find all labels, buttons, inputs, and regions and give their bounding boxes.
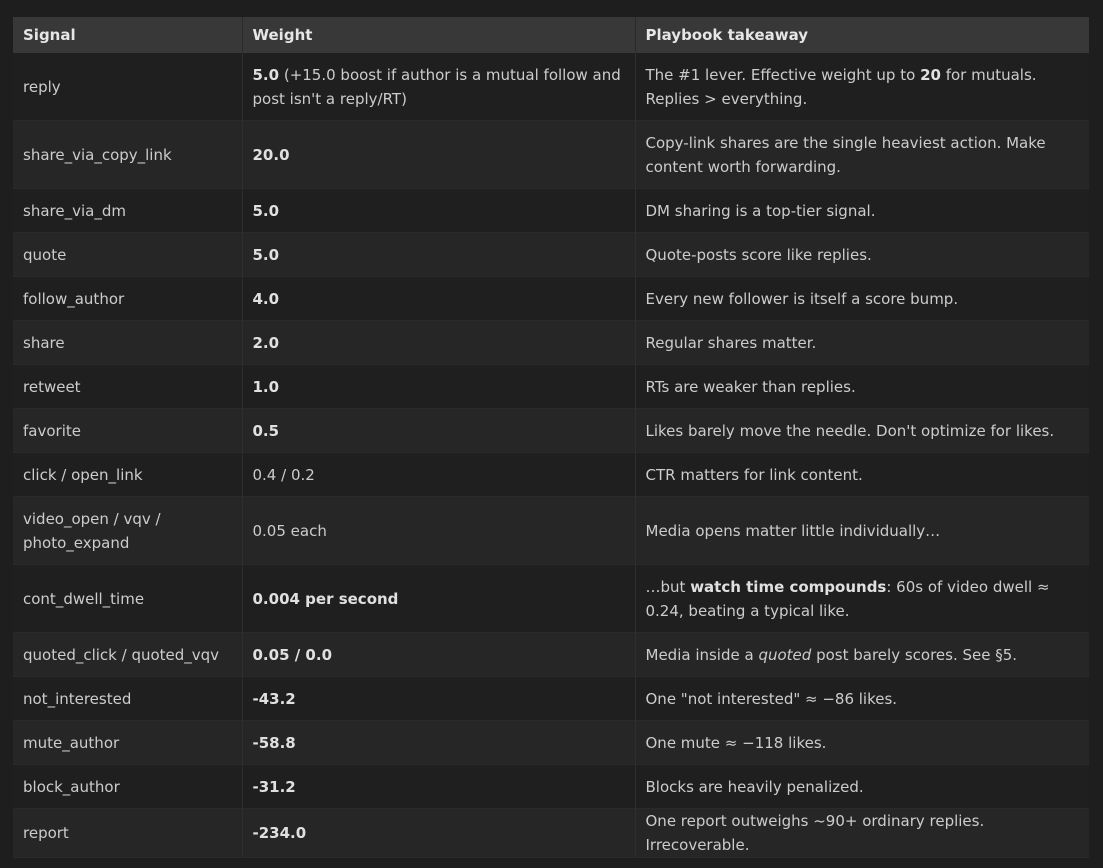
signal-cell: follow_author bbox=[13, 277, 242, 321]
signal-cell: mute_author bbox=[13, 721, 242, 765]
signal-cell: retweet bbox=[13, 365, 242, 409]
signal-cell: report bbox=[13, 809, 242, 858]
table-row bbox=[13, 365, 1089, 409]
signal-cell: not_interested bbox=[13, 677, 242, 721]
weight-cell: 0.004 per second bbox=[242, 565, 635, 633]
table-row bbox=[13, 633, 1089, 677]
takeaway-cell: Copy-link shares are the single heaviest action. Make content worth forwarding. bbox=[635, 121, 1089, 189]
table-header-row bbox=[13, 17, 1089, 53]
takeaway-cell: Blocks are heavily penalized. bbox=[635, 765, 1089, 809]
weight-cell: 0.4 / 0.2 bbox=[242, 453, 635, 497]
table-row bbox=[13, 721, 1089, 765]
table-row bbox=[13, 321, 1089, 365]
takeaway-cell: One mute ≈ −118 likes. bbox=[635, 721, 1089, 765]
table-row bbox=[13, 497, 1089, 565]
header-takeaway: Playbook takeaway bbox=[635, 17, 1089, 53]
table-row bbox=[13, 233, 1089, 277]
takeaway-cell: …but watch time compounds: 60s of video dwell ≈ 0.24, beating a typical like. bbox=[635, 565, 1089, 633]
takeaway-cell: Media inside a quoted post barely scores. See §5. bbox=[635, 633, 1089, 677]
signal-cell: video_open / vqv / photo_expand bbox=[13, 497, 242, 565]
signal-weights-table bbox=[13, 17, 1089, 858]
takeaway-cell: Regular shares matter. bbox=[635, 321, 1089, 365]
takeaway-cell: Media opens matter little individually… bbox=[635, 497, 1089, 565]
signal-cell: favorite bbox=[13, 409, 242, 453]
takeaway-cell: RTs are weaker than replies. bbox=[635, 365, 1089, 409]
weight-cell: 0.05 / 0.0 bbox=[242, 633, 635, 677]
table-row bbox=[13, 53, 1089, 121]
weight-cell: -58.8 bbox=[242, 721, 635, 765]
weight-cell: 0.05 each bbox=[242, 497, 635, 565]
signal-cell: block_author bbox=[13, 765, 242, 809]
weight-cell: 4.0 bbox=[242, 277, 635, 321]
weight-cell: 5.0 bbox=[242, 189, 635, 233]
signal-cell: share_via_dm bbox=[13, 189, 242, 233]
weight-cell: 5.0 bbox=[242, 233, 635, 277]
table-row bbox=[13, 565, 1089, 633]
weight-cell: 20.0 bbox=[242, 121, 635, 189]
takeaway-cell: CTR matters for link content. bbox=[635, 453, 1089, 497]
weight-cell: -43.2 bbox=[242, 677, 635, 721]
takeaway-cell: DM sharing is a top-tier signal. bbox=[635, 189, 1089, 233]
takeaway-cell: Quote-posts score like replies. bbox=[635, 233, 1089, 277]
weight-cell: 5.0 (+15.0 boost if author is a mutual follow and post isn't a reply/RT) bbox=[242, 53, 635, 121]
signal-cell: share_via_copy_link bbox=[13, 121, 242, 189]
takeaway-cell: Likes barely move the needle. Don't optimize for likes. bbox=[635, 409, 1089, 453]
signal-cell: share bbox=[13, 321, 242, 365]
table-row bbox=[13, 453, 1089, 497]
header-signal: Signal bbox=[13, 17, 242, 53]
takeaway-cell: One report outweighs ~90+ ordinary replies. Irrecoverable. bbox=[635, 809, 1089, 858]
header-weight: Weight bbox=[242, 17, 635, 53]
table-row bbox=[13, 121, 1089, 189]
signal-cell: quote bbox=[13, 233, 242, 277]
table-row bbox=[13, 277, 1089, 321]
takeaway-cell: Every new follower is itself a score bump. bbox=[635, 277, 1089, 321]
signal-weights-table-container bbox=[13, 17, 1089, 858]
table-row bbox=[13, 189, 1089, 233]
takeaway-cell: One "not interested" ≈ −86 likes. bbox=[635, 677, 1089, 721]
weight-cell: 1.0 bbox=[242, 365, 635, 409]
takeaway-cell: The #1 lever. Effective weight up to 20 for mutuals. Replies > everything. bbox=[635, 53, 1089, 121]
weight-cell: 0.5 bbox=[242, 409, 635, 453]
table-row bbox=[13, 409, 1089, 453]
signal-cell: reply bbox=[13, 53, 242, 121]
table-row bbox=[13, 809, 1089, 858]
signal-cell: quoted_click / quoted_vqv bbox=[13, 633, 242, 677]
weight-cell: -234.0 bbox=[242, 809, 635, 858]
table-row bbox=[13, 765, 1089, 809]
weight-cell: -31.2 bbox=[242, 765, 635, 809]
weight-cell: 2.0 bbox=[242, 321, 635, 365]
signal-cell: click / open_link bbox=[13, 453, 242, 497]
table-row bbox=[13, 677, 1089, 721]
signal-cell: cont_dwell_time bbox=[13, 565, 242, 633]
